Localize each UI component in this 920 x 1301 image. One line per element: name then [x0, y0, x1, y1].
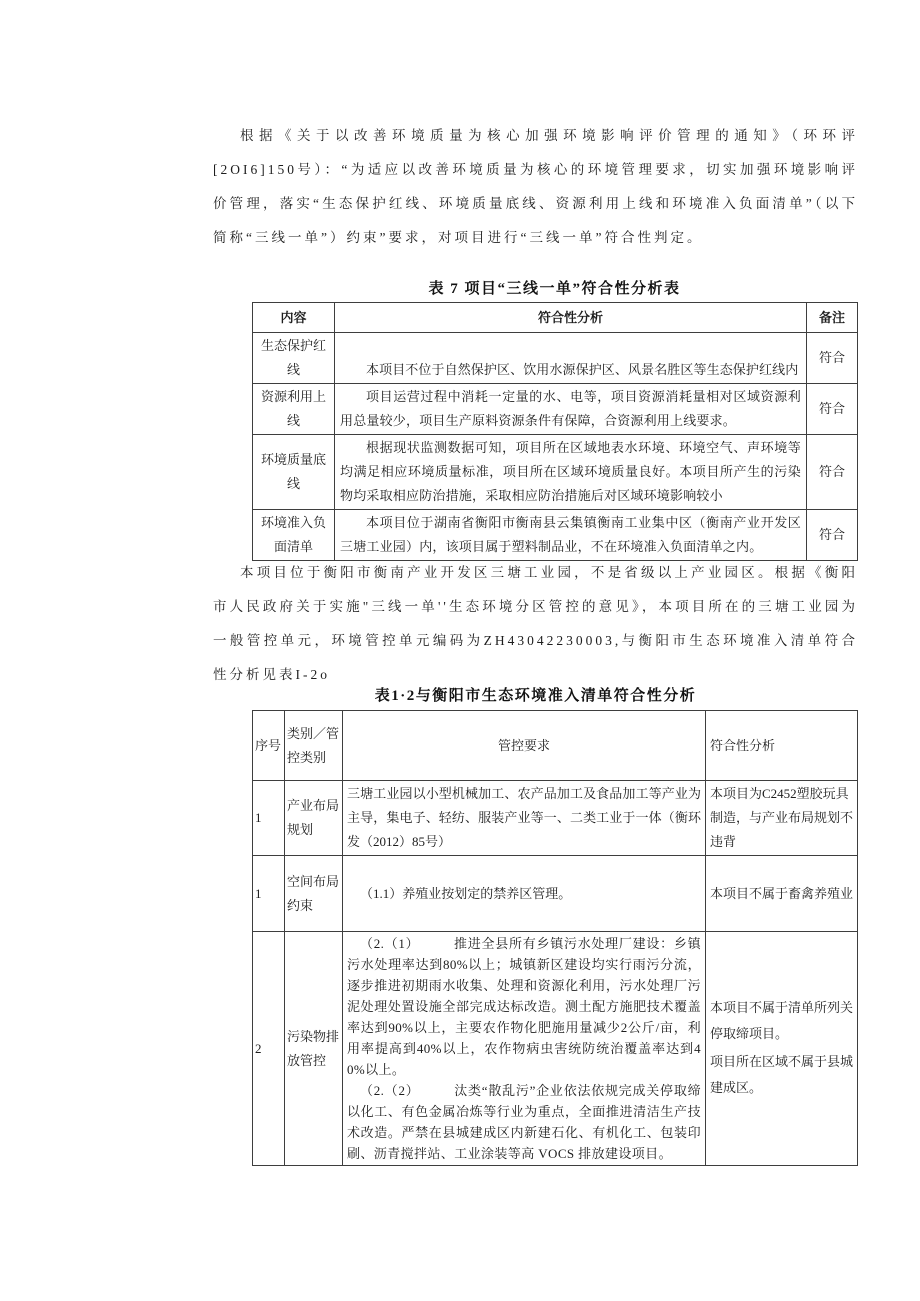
table12-title: 表1·2与衡阳市生态环境准入清单符合性分析: [374, 688, 697, 704]
table-row-env-quality-bottom-line: [253, 435, 858, 510]
row-remark: 符合: [807, 384, 858, 435]
row-analysis: 本项目位于湖南省衡阳市衡南县云集镇衡南工业集中区（衡南产业开发区三塘工业园）内，该项目属于塑料制品业，不在环境准入负面清单之内。: [335, 510, 807, 561]
table12-header-analysis: 符合性分析: [706, 711, 858, 781]
row-category: 污染物排放管控: [285, 932, 343, 1166]
row-remark: 符合: [807, 510, 858, 561]
table7-title: 表 7 项目“三线一单”符合性分析表: [428, 281, 681, 297]
table12-header-category: 类别／管控类别: [285, 711, 343, 781]
table12-access-list-compliance: [252, 710, 858, 1166]
analysis-clause-1: 本项目不属于清单所列关停取缔项目。: [710, 999, 854, 1041]
table-row-spatial-constraint: [253, 856, 858, 932]
requirement-clause-1: （2.（1） 推进全县所有乡镇污水处理厂建设：乡镇污水处理率达到80%以上；城镇新区建设均实行雨污分流，逐步推进初期雨水收集、处理和资源化利用，污水处理厂污泥处理处置设施全部完成达标改造。测土配方施肥技术覆盖率达到90%以上，主要农作物化肥施用量减少2公斤/亩，利用率提高到40%以上，农作物病虫害统防统治覆盖率达到40%以上。: [347, 936, 701, 1077]
row-remark: 符合: [807, 333, 858, 384]
row-remark: 符合: [807, 435, 858, 510]
table-row-negative-list: [253, 510, 858, 561]
requirement-clause-2: （2.（2） 汰类“散乱污”企业依法依规完成关停取缔以化工、有色金属冶炼等行业为重点，全面推进清洁生产技术改造。严禁在县城建成区内新建石化、有机化工、包装印刷、沥青搅拌站、工业涂装等高 VOCS 排放建设项目。: [347, 1083, 701, 1161]
table7-header-analysis: 符合性分析: [335, 303, 807, 333]
table-row-ecological-redline: [253, 333, 858, 384]
row-number: 2: [253, 932, 285, 1166]
row-analysis: 本项目不位于自然保护区、饮用水源保护区、风景名胜区等生态保护红线内: [335, 333, 807, 384]
row-analysis: 本项目为C2452塑胶玩具制造，与产业布局规划不违背: [706, 781, 858, 856]
row-requirement: （1.1）养殖业按划定的禁养区管理。: [343, 856, 706, 932]
paragraph-project-location: 本项目位于衡阳市衡南产业开发区三塘工业园，不是省级以上产业园区。根据《衡阳市人民政府关于实施"三线一单''生态环境分区管控的意见》，本项目所在的三塘工业园为一般管控单元，环境管控单元编码为ZH43042230003,与衡阳市生态环境准入清单符合性分析见表I-2o: [213, 565, 858, 682]
row-number: 1: [253, 781, 285, 856]
analysis-clause-2: 项目所在区域不属于县城建成区。: [710, 1053, 854, 1095]
row-analysis: 本项目不属于畜禽养殖业: [706, 856, 858, 932]
row-analysis: 项目运营过程中消耗一定量的水、电等，项目资源消耗量相对区域资源利用总量较少，项目生产原料资源条件有保障，合资源利用上线要求。: [335, 384, 807, 435]
table-row-resource-upper-line: [253, 384, 858, 435]
table12-header-requirement: 管控要求: [343, 711, 706, 781]
table-row-pollutant-discharge: [253, 932, 858, 1166]
row-category: 产业布局规划: [285, 781, 343, 856]
table7-header-row: [253, 303, 858, 333]
row-analysis: [706, 932, 858, 1166]
row-name: 资源利用上线: [253, 384, 335, 435]
table7-header-content: 内容: [253, 303, 335, 333]
row-number: 1: [253, 856, 285, 932]
row-requirement: [343, 932, 706, 1166]
table-row-industry-layout: [253, 781, 858, 856]
table12-header-row: [253, 711, 858, 781]
row-name: 环境准入负面清单: [253, 510, 335, 561]
table7-three-lines-one-list: [252, 302, 858, 561]
row-analysis: 根据现状监测数据可知，项目所在区域地表水环境、环境空气、声环境等均满足相应环境质量标准，项目所在区域环境质量良好。本项目所产生的污染物均采取相应防治措施，采取相应防治措施后对区域环境影响较小: [335, 435, 807, 510]
table12-header-no: 序号: [253, 711, 285, 781]
paragraph-intro: 根据《关于以改善环境质量为核心加强环境影响评价管理的通知》（环环评[2OI6]150号）：“为适应以改善环境质量为核心的环境管理要求，切实加强环境影响评价管理，落实“生态保护红线、环境质量底线、资源利用上线和环境准入负面清单”（以下简称“三线一单”）约束”要求，对项目进行“三线一单”符合性判定。: [213, 128, 858, 245]
row-category: 空间布局约束: [285, 856, 343, 932]
row-requirement: 三塘工业园以小型机械加工、农产品加工及食品加工等产业为主导，集电子、轻纺、服装产业等一、二类工业于一体（衡环发（2012）85号）: [343, 781, 706, 856]
row-name: 环境质量底线: [253, 435, 335, 510]
row-name: 生态保护红线: [253, 333, 335, 384]
table7-header-remark: 备注: [807, 303, 858, 333]
